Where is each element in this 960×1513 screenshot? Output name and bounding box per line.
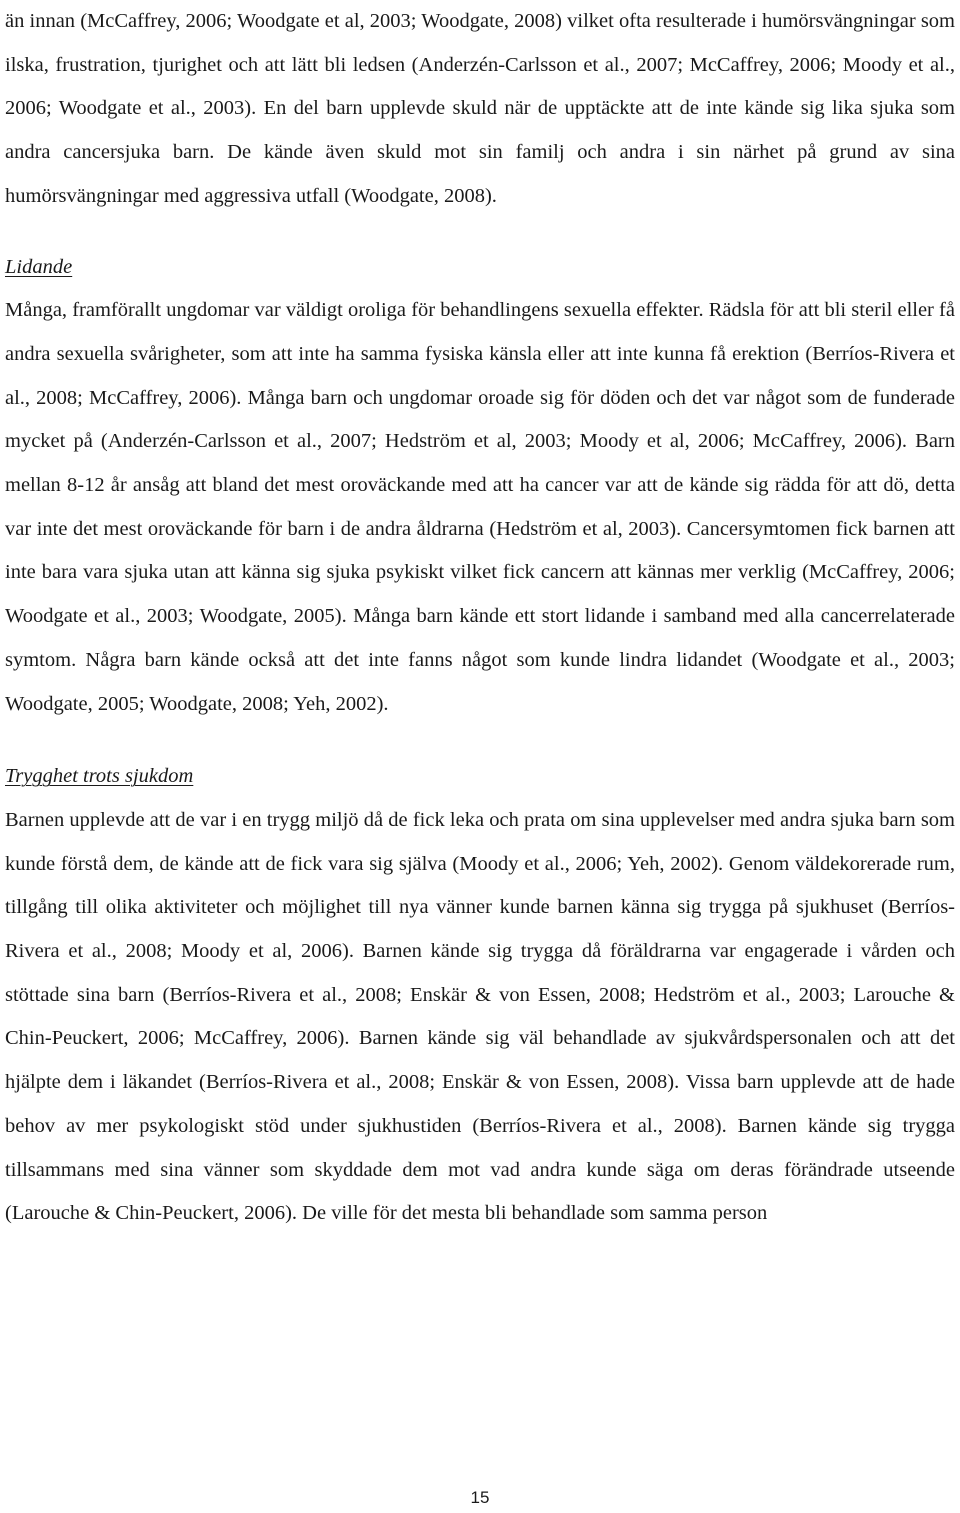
section-heading-lidande: Lidande — [5, 255, 73, 278]
section-spacer — [5, 219, 955, 246]
section-paragraph-trygghet: Barnen upplevde att de var i en trygg miljö då de fick leka och prata om sina upplevelser med andra sjuka barn som kunde förstå dem, de kände att de fick vara sig själva (Moody et al., 2006; Yeh, 2002). Genom väldekorerade rum, tillgång till olika aktiviteter och möjlighet till nya vänner kunde barnen känna sig trygga på sjukhuset (Berríos-Rivera et al., 2008; Moody et al, 2006). Barnen kände sig trygga då föräldrarna var engagerade i vården och stöttade sina barn (Berríos-Rivera et al., 2008; Enskär & von Essen, 2008; Hedström et al., 2003; Larouche & Chin-Peuckert, 2006; McCaffrey, 2006). Barnen kände sig väl behandlade av sjukvårdspersonalen och att det hjälpte dem i läkandet (Berríos-Rivera et al., 2008; Enskär & von Essen, 2008). Vissa barn upplevde att de hade behov av mer psykologiskt stöd under sjukhustiden (Berríos-Rivera et al., 2008). Barnen kände sig trygga tillsammans med sina vänner som skyddade dem mot vad andra kunde säga om deras förändrade utseende (Larouche & Chin-Peuckert, 2006). De ville för det mesta bli behandlade som samma person — [5, 808, 955, 1225]
section-spacer — [5, 726, 955, 755]
intro-paragraph: än innan (McCaffrey, 2006; Woodgate et al, 2003; Woodgate, 2008) vilket ofta resulterade i humörsvängningar som ilska, frustration, tjurighet och att lätt bli ledsen (Anderzén-Carlsson et al., 2007; McCaffrey, 2006; Moody et al., 2006; Woodgate et al., 2003). En del barn upplevde skuld när de upptäckte att de inte kände sig lika sjuka som andra cancersjuka barn. De kände även skuld mot sin familj och andra i sin närhet på grund av sina humörsvängningar med aggressiva utfall (Woodgate, 2008). — [5, 10, 955, 207]
document-page — [5, 0, 955, 1236]
section-heading-trygghet: Trygghet trots sjukdom — [5, 765, 194, 788]
page-number: 15 — [470, 1488, 490, 1507]
section-paragraph-lidande: Många, framförallt ungdomar var väldigt oroliga för behandlingens sexuella effekter. Rädsla för att bli steril eller få andra sexuella svårigheter, som att inte ha samma fysiska känsla eller att inte kunna få erektion (Berríos-Rivera et al., 2008; McCaffrey, 2006). Många barn och ungdomar oroade sig för döden och det var något som de funderade mycket på (Anderzén-Carlsson et al., 2007; Hedström et al, 2003; Moody et al, 2006; McCaffrey, 2006). Barn mellan 8-12 år ansåg att bland det mest oroväckande med att ha cancer var att de kände sig rädda för att dö, detta var inte det mest oroväckande för barn i de andra åldrarna (Hedström et al, 2003). Cancersymtomen fick barnen att inte bara vara sjuka utan att känna sig sjuka psykiskt vilket fick cancern att kännas mer verklig (McCaffrey, 2006; Woodgate et al., 2003; Woodgate, 2005). Många barn kände ett stort lidande i samband med alla cancerrelaterade symtom. Några barn kände också att det inte fanns något som kunde lindra lidandet (Woodgate et al., 2003; Woodgate, 2005; Woodgate, 2008; Yeh, 2002). — [5, 299, 955, 715]
